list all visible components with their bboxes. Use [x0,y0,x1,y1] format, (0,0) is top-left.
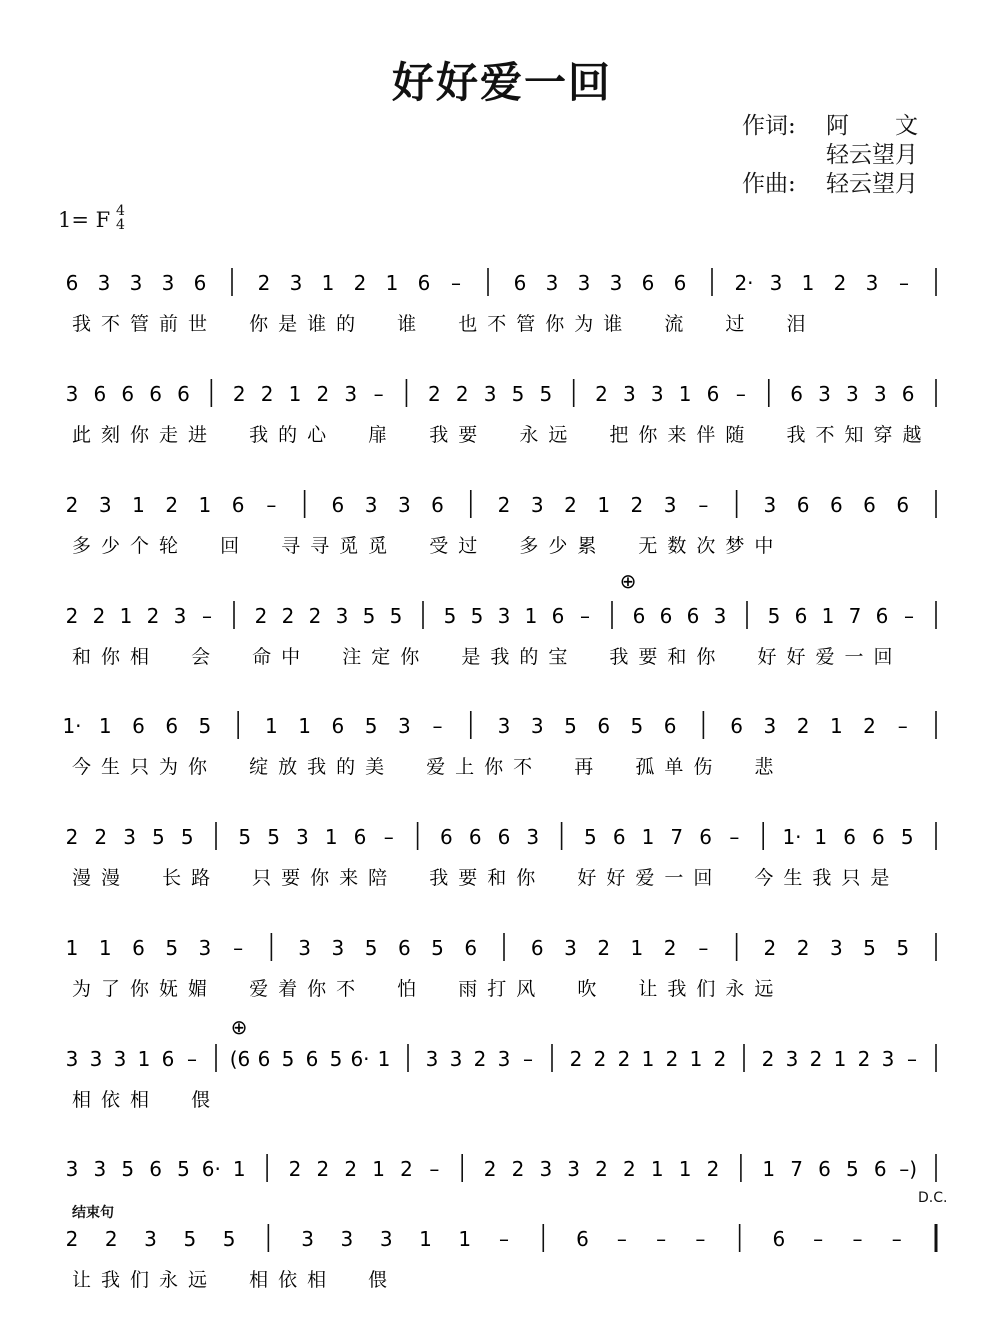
note: 1 [641,1047,655,1071]
note: 6 [440,825,453,849]
note: – [899,271,909,295]
note: 5 [443,604,457,628]
note: 2 [232,382,246,406]
note: 1 [458,1227,472,1251]
note: – [813,1227,824,1251]
note: 2 [316,382,330,406]
note: 3 [497,714,511,738]
note: – [695,1227,706,1251]
note: 6 [790,382,804,406]
note: 5 [470,604,484,628]
note: 1 [232,1157,246,1181]
note: 2 [65,604,79,628]
lyricist-label: 作词: [742,113,796,139]
ending-label: 结束句 [72,1205,114,1221]
note: 5 [362,604,376,628]
note: 3 [881,1047,895,1071]
note: 6 [331,714,345,738]
note: 3 [829,936,843,960]
note: 5 [863,936,876,960]
note: 5 [389,604,403,628]
note: 2 [308,604,322,628]
note: 3 [379,1227,393,1251]
note: 5 [539,382,553,406]
note: 3 [763,714,777,738]
lyricist-1: 阿 文 [826,113,918,139]
note: 1 [801,271,815,295]
note: 5 [198,714,212,738]
note: – [451,271,461,295]
note: 6 [873,1157,887,1181]
note: (6 [229,1047,251,1071]
note: 3 [713,604,727,628]
note: 5 [267,825,280,849]
note: – [187,1047,197,1071]
note: 6 [612,825,626,849]
note: 5 [896,936,910,960]
note: 2 [863,714,876,738]
note: 5 [281,1047,295,1071]
lyric-line: 我不管前世 你是谁的 谁 也不管你为谁 流 过 泪 [72,313,816,335]
note: 3 [497,604,511,628]
note: 6 [468,825,482,849]
note: 3 [301,1227,315,1251]
note: 3 [340,1227,354,1251]
note: 2 [316,1157,330,1181]
note: 2 [595,382,608,406]
note: 1 [821,604,835,628]
note: 2 [353,271,367,295]
note: 3 [865,271,879,295]
note: 3 [129,271,143,295]
note: 6 [663,714,677,738]
note: 6 [843,825,856,849]
note: 6 [699,825,712,849]
note: 6 [132,936,145,960]
note: 6 [161,1047,175,1071]
note: 5 [165,936,179,960]
note: 6 [796,493,810,517]
note: 3 [526,825,540,849]
note: 6 [632,604,646,628]
note: 2 [663,936,677,960]
note: 6 [659,604,673,628]
note: 2 [630,493,644,517]
note: 6 [829,493,843,517]
note: 3 [65,382,79,406]
note: 2 [761,1047,775,1071]
note: 6 [863,493,876,517]
note: 3 [425,1047,439,1071]
note: 6 [513,271,527,295]
note: 6 [331,493,345,517]
note: 3 [530,714,544,738]
note: 1 [198,493,212,517]
note: –) [899,1157,918,1181]
note: 3 [331,936,345,960]
note: 6 [872,825,885,849]
note: 7 [790,1157,804,1181]
note: 5 [767,604,781,628]
note: 2 [595,1157,608,1181]
note: 2 [254,604,268,628]
note: 2 [257,271,271,295]
note: – [656,1227,667,1251]
note: 6 [257,1047,271,1071]
lyric-line: 今生只为你 绽放我的美 爱上你不 再 孤单伤 悲 [72,756,784,778]
note: 6 [706,382,720,406]
lyric-line: 让我们永远 相依相 偎 [72,1269,398,1291]
note: – [383,825,394,849]
note: 2 [796,714,810,738]
note: 2 [281,604,295,628]
note: 6 [794,604,808,628]
note: 1 [98,936,112,960]
note: 3 [769,271,783,295]
note: 2 [569,1047,583,1071]
note: 2 [65,825,79,849]
note: 3 [89,1047,103,1071]
note: 7 [848,604,862,628]
note: – [904,604,914,628]
note: 1 [833,1047,847,1071]
note: 1 [288,382,302,406]
note: – [616,1227,627,1251]
note: 5 [846,1157,859,1181]
note: 2 [597,936,611,960]
note: 1 [385,271,399,295]
note: 6 [818,1157,831,1181]
key-label: 1= F [58,208,111,232]
note: 3 [609,271,623,295]
note: 1 [630,936,644,960]
note: 6· [350,1047,370,1071]
composer-name: 轻云望月 [826,171,918,197]
note: 3 [873,382,887,406]
note: 5 [121,1157,135,1181]
note: 6 [875,604,889,628]
note: 3 [161,271,175,295]
note: 3 [296,825,309,849]
note: 1 [678,382,692,406]
note: 2 [796,936,810,960]
note: 2 [593,1047,607,1071]
note: 2 [344,1157,358,1181]
note: 6 [641,271,655,295]
note: – [523,1047,533,1071]
lyricist-2: 轻云望月 [826,142,918,168]
note: 5 [222,1227,236,1251]
note: 3 [364,493,378,517]
note: 3 [93,1157,107,1181]
note: 3 [785,1047,799,1071]
note: – [373,382,384,406]
note: 6 [231,493,245,517]
note: 2 [763,936,777,960]
note: – [429,1157,440,1181]
note: 2 [706,1157,720,1181]
note: 6 [353,825,367,849]
lyric-line: 漫漫 长路 只要你来陪 我要和你 好好爱一回 今生我只是 [72,867,900,889]
dc-marking: D.C. [918,1190,948,1206]
note: 5 [511,382,525,406]
note: 2 [146,604,160,628]
note: 6 [177,382,190,406]
note: 2 [65,493,79,517]
note: 3 [539,1157,553,1181]
note: 2 [104,1227,118,1251]
note: 2· [734,271,754,295]
lyric-line: 此刻你走进 我的心 扉 我要 永远 把你来伴随 我不知穿越 [72,424,932,446]
note: 2 [665,1047,679,1071]
note: 5 [152,825,165,849]
note: – [580,604,590,628]
note: 3 [173,604,187,628]
note: 6 [93,382,107,406]
note: 6 [730,714,743,738]
note: 1 [597,493,611,517]
note: 2 [497,493,511,517]
note: 5 [900,825,914,849]
note: – [233,936,244,960]
time-sig-bottom: 4 [116,217,125,233]
note: 5 [584,825,597,849]
note: 5 [183,1227,197,1251]
note: 1 [814,825,828,849]
note: 3 [763,493,777,517]
note: 3 [567,1157,581,1181]
note: 6 [673,271,687,295]
note: 3 [144,1227,157,1251]
note: 3 [818,382,831,406]
coda-symbol: ⊕ [230,1015,248,1039]
note: 1 [829,714,843,738]
note: 1· [782,825,802,849]
note: 3 [449,1047,463,1071]
note: 3 [564,936,577,960]
lyric-line: 和你相 会 命中 注定你 是我的宝 我要和你 好好爱一回 [72,646,903,668]
note: 6 [896,493,910,517]
note: 6 [551,604,565,628]
note: – [897,714,908,738]
note: 6 [417,271,431,295]
note: 3 [846,382,859,406]
coda-symbol: ⊕ [619,569,637,593]
note: 2 [713,1047,727,1071]
note: 1 [132,493,145,517]
note: 6 [193,271,207,295]
lyric-line: 为了你妩媚 爱着你不 怕 雨打风 吹 让我们永远 [72,978,784,1000]
note: – [266,493,277,517]
note: – [852,1227,863,1251]
note: – [202,604,212,628]
note: 6 [901,382,915,406]
note: 2 [857,1047,871,1071]
note: 2 [617,1047,631,1071]
note: 2 [94,825,108,849]
note: 6 [132,714,145,738]
note: 3 [113,1047,127,1071]
note: 2 [483,1157,497,1181]
note: 3 [650,382,664,406]
note: 6 [576,1227,589,1251]
note: 3 [335,604,349,628]
note: 6 [597,714,611,738]
note: 1 [265,714,278,738]
note: 1 [321,271,335,295]
note: 3 [397,493,411,517]
note: 3 [289,271,303,295]
note: 3 [483,382,497,406]
note: – [499,1227,509,1251]
note: 6 [686,604,700,628]
note: 6 [149,382,162,406]
note: 2 [833,271,847,295]
note: 2 [455,382,469,406]
note: 1 [119,604,133,628]
note: – [698,936,709,960]
note: – [698,493,709,517]
note: 2 [427,382,441,406]
note: 2 [473,1047,487,1071]
note: 5 [238,825,252,849]
note: 2 [165,493,179,517]
note: 1 [524,604,538,628]
song-title: 好好爱一回 [391,58,612,107]
note: 6 [530,936,544,960]
note: 5 [177,1157,190,1181]
note: – [432,714,443,738]
note: 6 [305,1047,319,1071]
composer-label: 作曲: [742,171,796,197]
note: 1 [762,1157,776,1181]
note: 5 [630,714,644,738]
note: 5 [431,936,444,960]
note: 2 [288,1157,302,1181]
note: 1 [98,714,112,738]
note: 1 [137,1047,151,1071]
note: 2 [623,1157,636,1181]
note: 5 [364,714,378,738]
note: 3 [97,271,111,295]
note: 3 [98,493,112,517]
note: 5 [564,714,577,738]
note: 6 [497,825,511,849]
note: 1 [650,1157,664,1181]
note: – [891,1227,902,1251]
note: 2 [400,1157,413,1181]
note: 3 [65,1157,79,1181]
note: 1 [678,1157,692,1181]
note: 3 [298,936,311,960]
note: 1 [65,936,79,960]
note: – [907,1047,917,1071]
note: 1 [641,825,655,849]
note: 6 [772,1227,786,1251]
note: 3 [545,271,559,295]
time-sig-top: 4 [116,203,125,219]
note: 6· [201,1157,221,1181]
note: 3 [397,714,411,738]
note: 3 [577,271,591,295]
note: 2 [511,1157,525,1181]
note: 1 [377,1047,391,1071]
note: 1 [689,1047,703,1071]
note: 3 [663,493,677,517]
lyric-line: 多少个轮 回 寻寻觅觅 受过 多少累 无数次梦中 [72,535,784,557]
note: 6 [397,936,411,960]
note: 2 [564,493,577,517]
lyric-line: 相依相 偎 [72,1089,221,1111]
note: 1 [419,1227,432,1251]
note: 5 [329,1047,343,1071]
note: 2 [809,1047,823,1071]
note: 6 [464,936,478,960]
note: 3 [497,1047,511,1071]
note: 5 [364,936,378,960]
note: 1 [298,714,311,738]
note: 6 [149,1157,162,1181]
note: 1· [62,714,82,738]
note: 6 [121,382,135,406]
note: 7 [670,825,684,849]
note: 3 [123,825,136,849]
note: 1 [324,825,338,849]
note: 3 [65,1047,79,1071]
note: – [729,825,740,849]
note: 6 [165,714,179,738]
note: – [735,382,746,406]
note: 2 [65,1227,79,1251]
note: 5 [180,825,194,849]
note: 6 [431,493,444,517]
note: 3 [344,382,358,406]
note: 6 [65,271,79,295]
note: 3 [198,936,212,960]
note: 1 [372,1157,385,1181]
note: 3 [530,493,544,517]
note: 2 [260,382,274,406]
note: 3 [623,382,636,406]
note: 2 [92,604,106,628]
